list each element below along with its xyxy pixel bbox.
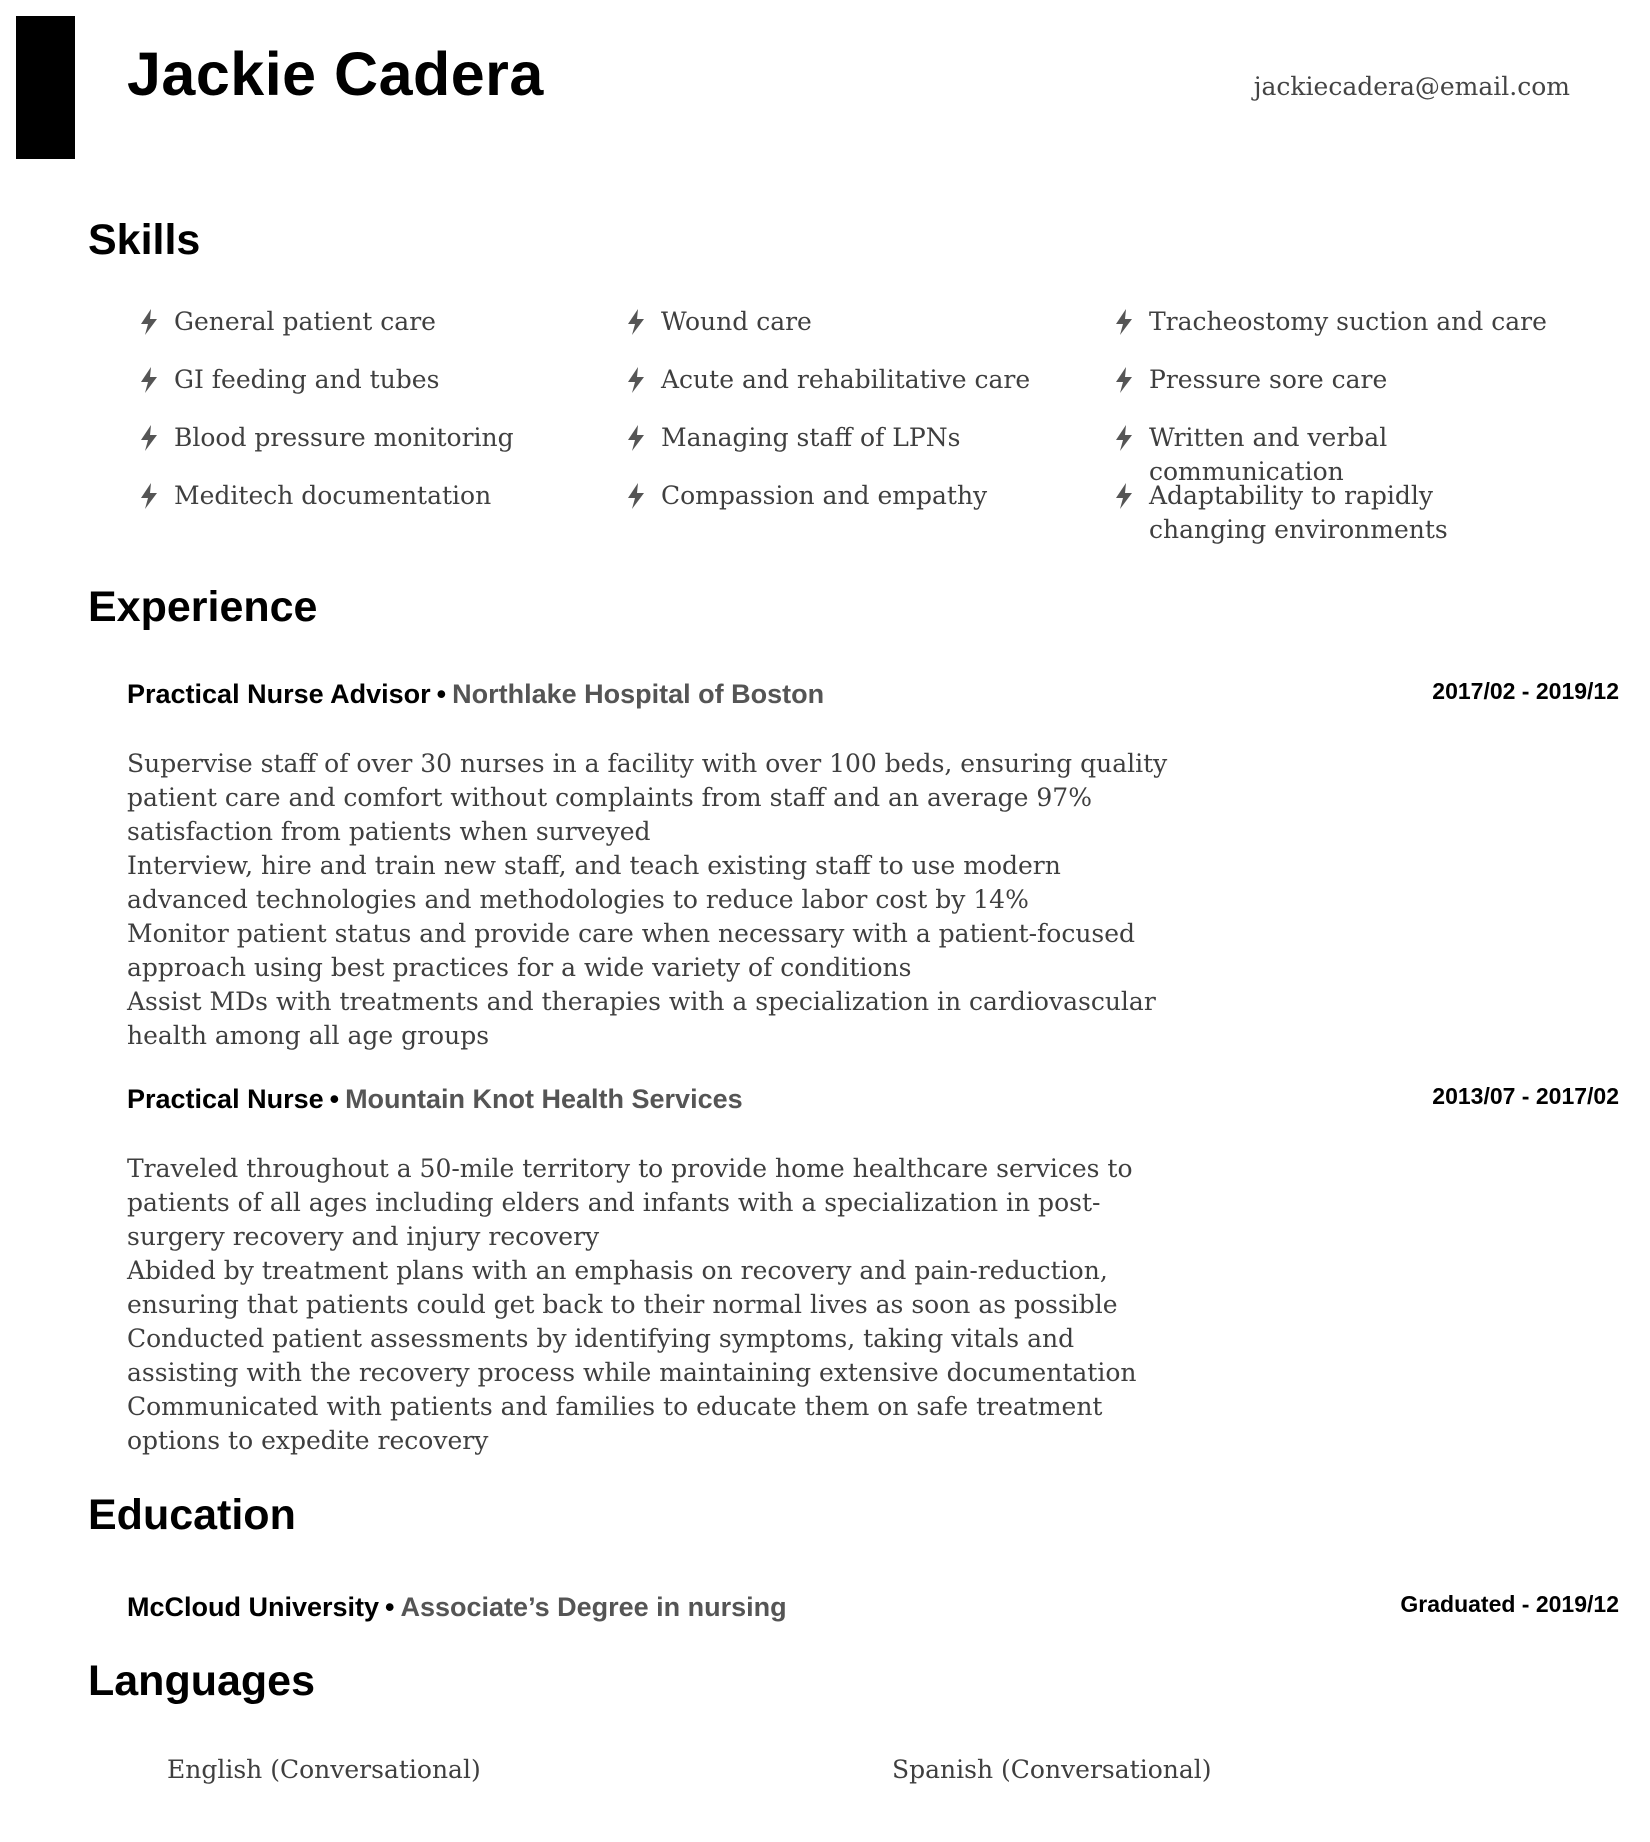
skill-item: Adaptability to rapidly changing environments — [1113, 479, 1549, 547]
header-accent-bar — [16, 16, 75, 159]
email-address[interactable]: jackiecadera@email.com — [1253, 72, 1570, 101]
skills-heading: Skills — [88, 216, 201, 264]
job-description — [127, 1152, 1187, 1458]
degree-name: Associate’s Degree in nursing — [400, 1592, 787, 1622]
job-header — [127, 1086, 743, 1113]
lightning-bolt-icon — [1113, 482, 1135, 512]
skill-item: Acute and rehabilitative care — [625, 363, 1081, 397]
school-name: McCloud University — [127, 1592, 380, 1622]
job-company: Northlake Hospital of Boston — [452, 679, 825, 709]
lightning-bolt-icon — [138, 482, 160, 512]
job-bullet: Monitor patient status and provide care when necessary with a patient-focused approach using best practices for a wide variety of conditions — [127, 919, 1136, 982]
skill-item: Wound care — [625, 305, 1081, 339]
skill-item: Written and verbal communication — [1113, 421, 1569, 489]
job-bullet: Traveled throughout a 50-mile territory to provide home healthcare services to patients of all ages including elders and infants with a specialization in post-surgery recovery and injury recovery — [127, 1154, 1133, 1251]
lightning-bolt-icon — [1113, 424, 1135, 454]
lightning-bolt-icon — [625, 482, 647, 512]
job-bullet: Assist MDs with treatments and therapies with a specialization in cardiovascular health among all age groups — [127, 987, 1156, 1050]
job-description — [127, 747, 1187, 1053]
skill-item: Pressure sore care — [1113, 363, 1569, 397]
languages-heading: Languages — [88, 1657, 315, 1705]
language-item: English (Conversational) — [167, 1755, 481, 1784]
job-title: Practical Nurse Advisor — [127, 679, 431, 709]
skill-item: Blood pressure monitoring — [138, 421, 594, 455]
job-dates: 2013/07 - 2017/02 — [1432, 1083, 1619, 1109]
lightning-bolt-icon — [138, 366, 160, 396]
job-bullet: Communicated with patients and families to educate them on safe treatment options to expedite recovery — [127, 1392, 1103, 1455]
job-bullet: Abided by treatment plans with an emphasis on recovery and pain-reduction, ensuring that patients could get back to their normal lives as soon as possible — [127, 1256, 1118, 1319]
job-bullet: Interview, hire and train new staff, and teach existing staff to use modern advanced technologies and methodologies to reduce labor cost by 14% — [127, 851, 1061, 914]
lightning-bolt-icon — [625, 366, 647, 396]
skill-item: GI feeding and tubes — [138, 363, 594, 397]
lightning-bolt-icon — [625, 308, 647, 338]
separator-dot: • — [385, 1592, 395, 1622]
lightning-bolt-icon — [138, 308, 160, 338]
job-bullet: Conducted patient assessments by identifying symptoms, taking vitals and assisting with the recovery process while maintaining extensive documentation — [127, 1324, 1137, 1387]
education-heading: Education — [88, 1491, 296, 1539]
job-company: Mountain Knot Health Services — [345, 1084, 743, 1114]
education-header — [127, 1594, 787, 1621]
job-title: Practical Nurse — [127, 1084, 324, 1114]
skill-item: Meditech documentation — [138, 479, 594, 513]
candidate-name: Jackie Cadera — [127, 40, 544, 108]
education-dates: Graduated - 2019/12 — [1400, 1591, 1619, 1617]
skill-item: Tracheostomy suction and care — [1113, 305, 1569, 339]
skill-item: General patient care — [138, 305, 594, 339]
job-bullet: Supervise staff of over 30 nurses in a facility with over 100 beds, ensuring quality patient care and comfort without complaints from staff and an average 97% satisfaction from patients when surveyed — [127, 749, 1168, 846]
language-item: Spanish (Conversational) — [892, 1755, 1212, 1784]
lightning-bolt-icon — [1113, 308, 1135, 338]
job-dates: 2017/02 - 2019/12 — [1432, 678, 1619, 704]
experience-heading: Experience — [88, 583, 318, 631]
skill-item: Managing staff of LPNs — [625, 421, 1081, 455]
lightning-bolt-icon — [1113, 366, 1135, 396]
job-header — [127, 681, 824, 708]
skill-item: Compassion and empathy — [625, 479, 1081, 513]
lightning-bolt-icon — [625, 424, 647, 454]
separator-dot: • — [436, 679, 447, 709]
lightning-bolt-icon — [138, 424, 160, 454]
separator-dot: • — [329, 1084, 340, 1114]
